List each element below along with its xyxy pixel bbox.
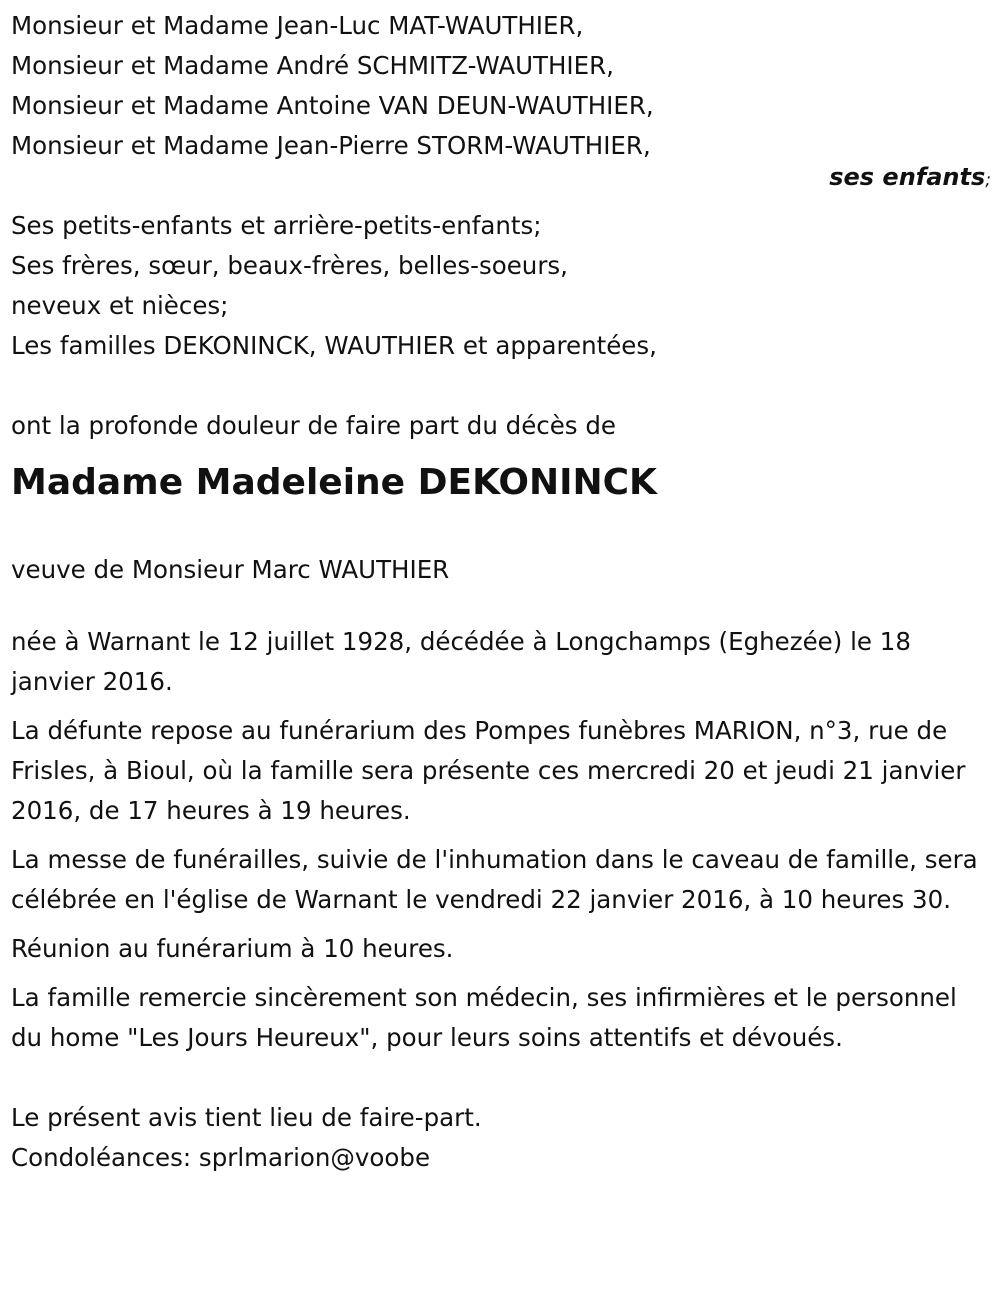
family-line: Ses frères, sœur, beaux-frères, belles-soeurs,: [11, 251, 568, 280]
gathering-paragraph: Réunion au funérarium à 10 heures.: [11, 934, 454, 963]
spacer: [11, 1058, 991, 1098]
funeral-mass-paragraph: La messe de funérailles, suivie de l'inhumation dans le caveau de famille, sera célébrée en l'église de Warnant le vendredi 22 janvier 2016, à 10 heures 30.: [11, 845, 978, 914]
widow-of-text: veuve de Monsieur Marc WAUTHIER: [11, 555, 450, 584]
spacer: [11, 920, 991, 929]
spacer: [11, 506, 991, 550]
closing-line: Le présent avis tient lieu de faire-part.: [11, 1103, 482, 1132]
family-block: [11, 206, 991, 366]
child-line: Monsieur et Madame André SCHMITZ-WAUTHIER,: [11, 51, 614, 80]
birth-death-paragraph: née à Warnant le 12 juillet 1928, décédée à Longchamps (Eghezée) le 18 janvier 2016.: [11, 627, 911, 696]
obituary-notice: [11, 6, 991, 1178]
child-line: Monsieur et Madame Antoine VAN DEUN-WAUTHIER,: [11, 91, 654, 120]
family-line: Ses petits-enfants et arrière-petits-enfants;: [11, 211, 542, 240]
children-label-text: ses enfants: [829, 163, 986, 191]
closing-block: [11, 1098, 991, 1178]
thanks-paragraph: La famille remercie sincèrement son médecin, ses infirmières et le personnel du home "Les Jours Heureux", pour leurs soins attentifs et dévoués.: [11, 983, 957, 1052]
spacer: [11, 831, 991, 840]
spacer: [11, 590, 991, 622]
condolences-line: Condoléances: sprlmarion@voobe: [11, 1143, 431, 1172]
child-line: Monsieur et Madame Jean-Luc MAT-WAUTHIER,: [11, 11, 584, 40]
announcement-text: ont la profonde douleur de faire part du décès de: [11, 411, 616, 440]
spacer: [11, 702, 991, 711]
family-line: Les familles DEKONINCK, WAUTHIER et apparentées,: [11, 331, 657, 360]
children-label-punct: ;: [985, 170, 991, 190]
spacer: [11, 969, 991, 978]
funerarium-paragraph: La défunte repose au funérarium des Pompes funèbres MARION, n°3, rue de Frisles, à Bioul, où la famille sera présente ces mercredi 20 et jeudi 21 janvier 2016, de 17 heures à 19 heures.: [11, 716, 966, 825]
child-line: Monsieur et Madame Jean-Pierre STORM-WAUTHIER,: [11, 131, 651, 160]
children-block: [11, 6, 991, 197]
deceased-name: Madame Madeleine DEKONINCK: [11, 462, 657, 503]
spacer: [11, 366, 991, 406]
family-line: neveux et nièces;: [11, 291, 229, 320]
